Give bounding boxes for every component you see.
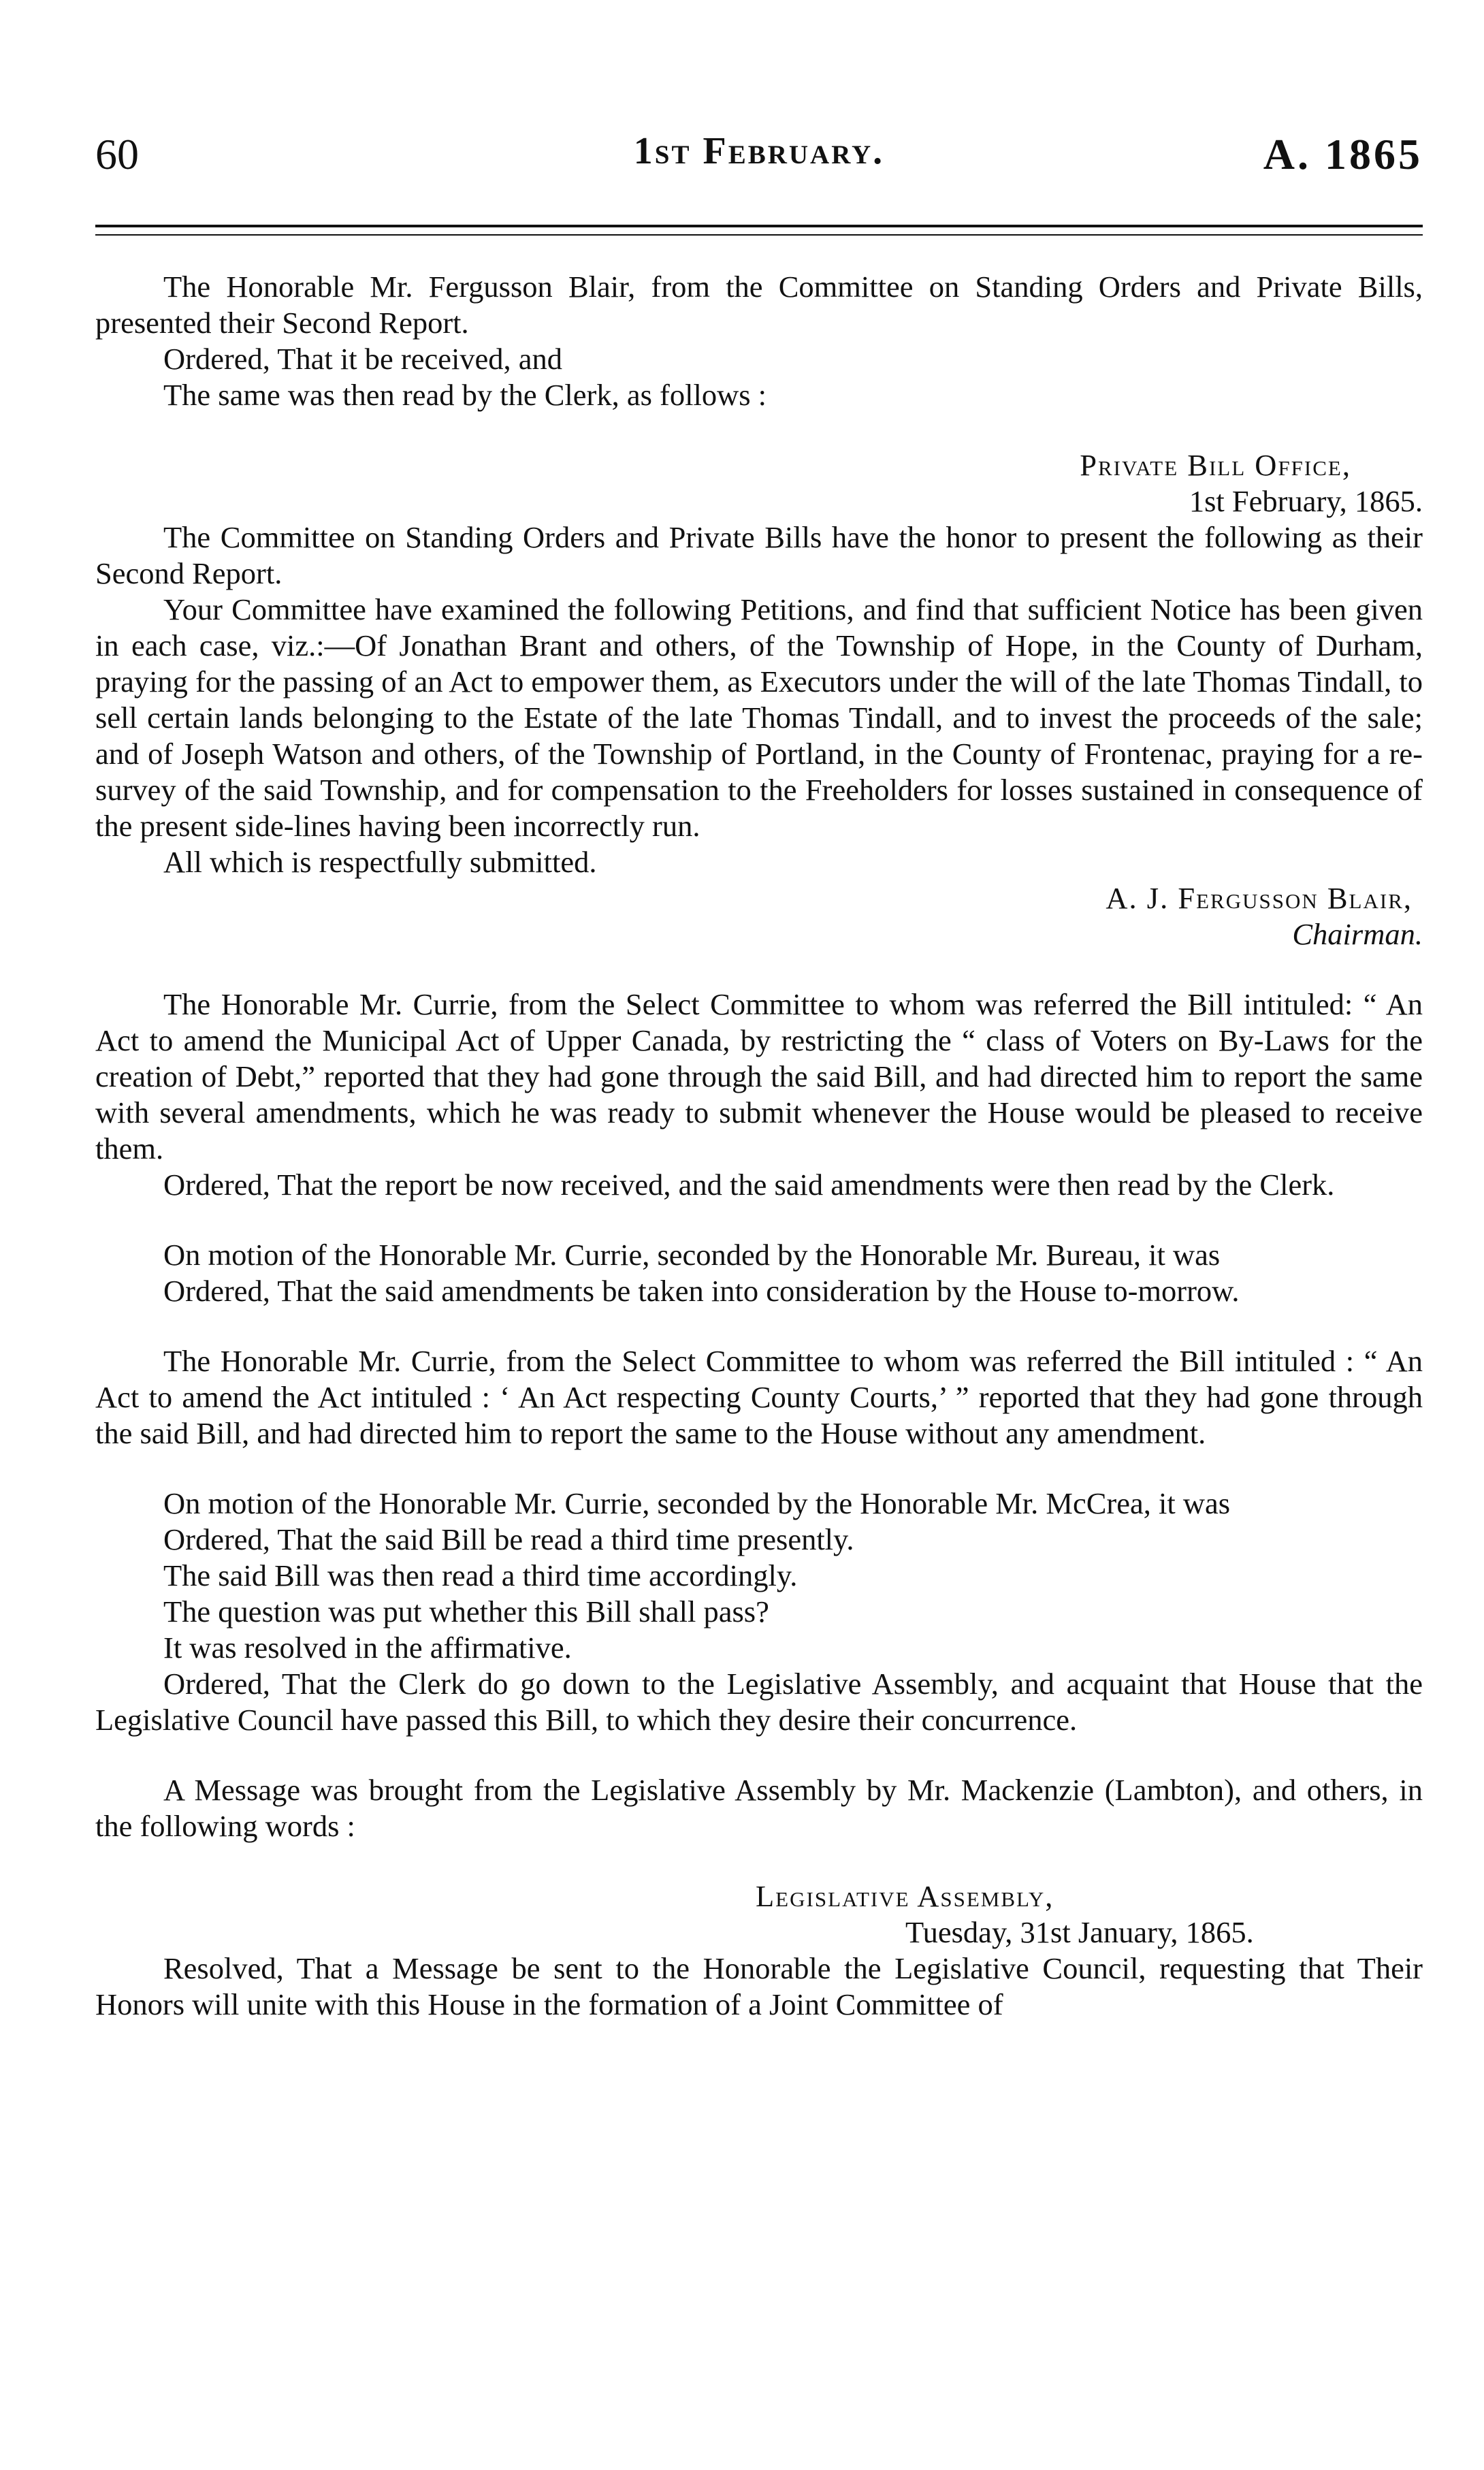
- paragraph: The Committee on Standing Orders and Private Bills have the honor to present the following as their Second Report.: [95, 520, 1423, 590]
- paragraph: The Honorable Mr. Currie, from the Select Committee to whom was referred the Bill intituled : “ An Act to amend the Act intituled : ‘ An Act respecting County Courts,’ ” reported that they had gone through the said Bill, and had directed him to report the same to the House without any amendment.: [95, 1344, 1423, 1450]
- spacer: [95, 1844, 1423, 1878]
- assembly-date: Tuesday, 31st January, 1865.: [905, 1915, 1254, 1949]
- paragraph: Ordered, That the report be now received, and the said amendments were then read by the Clerk.: [163, 1168, 1335, 1202]
- header-year: A. 1865: [1263, 130, 1423, 178]
- paragraph: On motion of the Honorable Mr. Currie, seconded by the Honorable Mr. Bureau, it was: [163, 1238, 1221, 1272]
- spacer: [95, 1451, 1423, 1486]
- office-heading: Private Bill Office,: [1080, 448, 1351, 482]
- spacer: [95, 1738, 1423, 1772]
- paragraph: The Honorable Mr. Currie, from the Select Committee to whom was referred the Bill intituled: “ An Act to amend the Municipal Act of Upper Canada, by restricting the “ class of Voters on By-Laws for the creation of Debt,” reported that they had gone through the said Bill, and had directed him to report the same with several amendments, which he was ready to submit whenever the House would be pleased to receive them.: [95, 987, 1423, 1166]
- spacer: [95, 413, 1423, 447]
- paragraph: The Honorable Mr. Fergusson Blair, from the Committee on Standing Orders and Private Bills, presented their Second Report.: [95, 270, 1423, 340]
- spacer: [95, 1203, 1423, 1237]
- page-header: [95, 129, 1423, 191]
- paragraph: On motion of the Honorable Mr. Currie, seconded by the Honorable Mr. McCrea, it was: [163, 1486, 1231, 1520]
- paragraph: Ordered, That it be received, and: [163, 342, 563, 376]
- paragraph: Ordered, That the Clerk do go down to the Legislative Assembly, and acquaint that House that the Legislative Council have passed this Bill, to which they desire their concurrence.: [95, 1667, 1423, 1737]
- paragraph: Ordered, That the said Bill be read a third time presently.: [163, 1522, 854, 1556]
- paragraph: The question was put whether this Bill shall pass?: [163, 1594, 769, 1629]
- paragraph: All which is respectfully submitted.: [163, 845, 597, 879]
- header-date: 1st February.: [633, 130, 885, 172]
- page-number: 60: [95, 130, 139, 178]
- signature-name: A. J. Fergusson Blair,: [1106, 881, 1413, 915]
- spacer: [95, 1309, 1423, 1343]
- document-body: [95, 269, 1423, 2023]
- paragraph: Your Committee have examined the following Petitions, and find that sufficient Notice has been given in each case, viz.:—Of Jonathan Brant and others, of the Township of Hope, in the County of Durham, praying for the passing of an Act to empower them, as Executors under the will of the late Thomas Tindall, to sell certain lands belonging to the Estate of the late Thomas Tindall, and to invest the proceeds of the sale; and of Joseph Watson and others, of the Township of Portland, in the County of Frontenac, praying for a re-survey of the said Township, and for compensation to the Freeholders for losses sustained in consequence of the present side-lines having been incorrectly run.: [95, 592, 1423, 843]
- spacer: [95, 952, 1423, 987]
- paragraph: The same was then read by the Clerk, as follows :: [163, 378, 767, 412]
- assembly-heading: Legislative Assembly,: [756, 1879, 1054, 1913]
- paragraph: Ordered, That the said amendments be taken into consideration by the House to-morrow.: [163, 1274, 1240, 1308]
- paragraph: It was resolved in the affirmative.: [163, 1631, 572, 1665]
- office-date: 1st February, 1865.: [1189, 484, 1423, 518]
- paragraph: Resolved, That a Message be sent to the Honorable the Legislative Council, requesting that Their Honors will unite with this House in the formation of a Joint Committee of: [95, 1951, 1423, 2021]
- paragraph: The said Bill was then read a third time accordingly.: [163, 1558, 798, 1592]
- signature-title: Chairman.: [1292, 917, 1423, 951]
- header-rule: [95, 225, 1423, 236]
- paragraph: A Message was brought from the Legislative Assembly by Mr. Mackenzie (Lambton), and others, in the following words :: [95, 1773, 1423, 1843]
